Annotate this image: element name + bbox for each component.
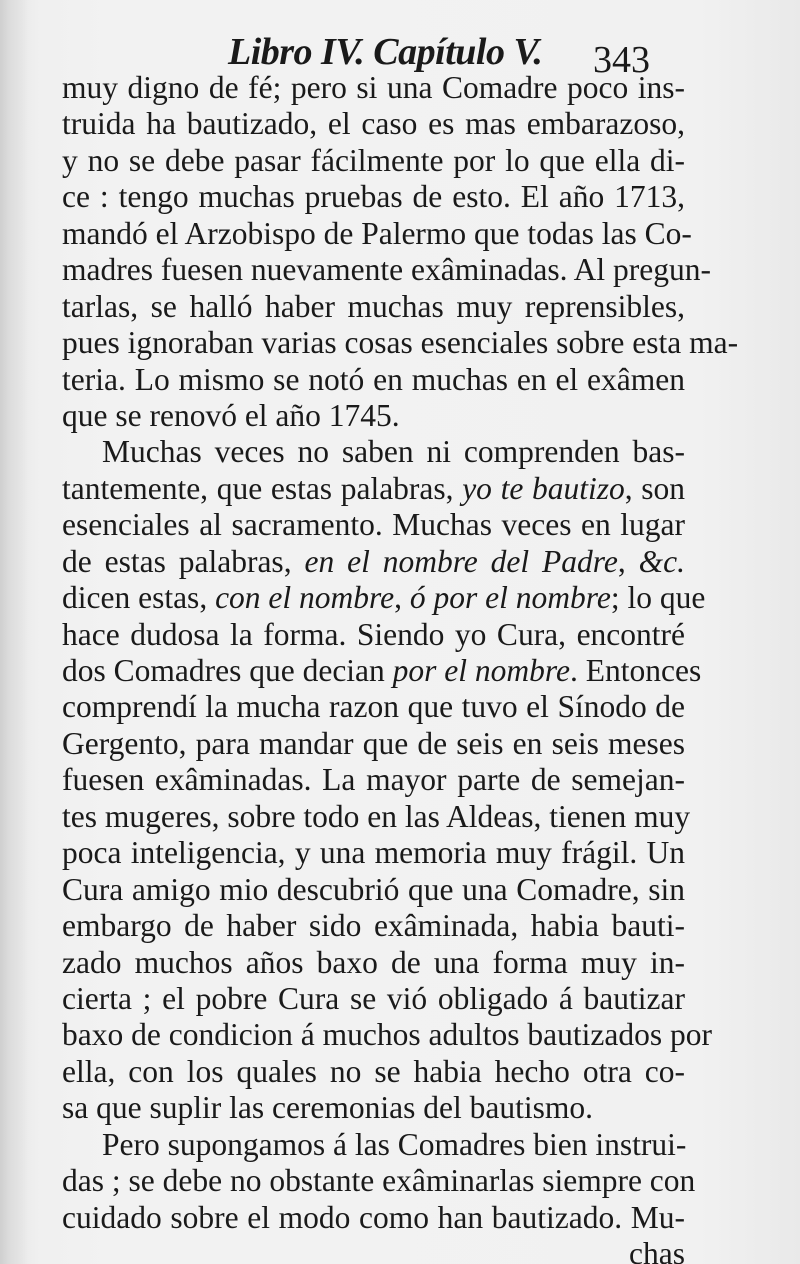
running-title: Libro IV. Capítulo V. [228,31,543,73]
text-line [62,653,702,689]
text-segment: , [617,543,639,579]
text-line [62,1090,685,1126]
text-line [62,106,685,142]
body-text [62,70,739,1264]
text-line [62,908,685,944]
text-line [62,471,685,507]
text-segment: ; lo que [610,580,706,616]
text-segment: hace dudosa la forma. Siendo yo Cura, encontré [62,616,685,652]
text-segment: truida ha bautizado, el caso es mas embarazoso, [62,106,685,142]
text-line [62,507,685,543]
text-line [62,362,685,398]
italic-phrase: en el nombre del Padre [304,543,618,579]
italic-phrase: &c. [638,543,686,579]
text-segment: ce : tengo muchas pruebas de esto. El año 1713, [62,179,685,215]
text-segment: Muchas veces no saben ni comprenden bas- [102,434,685,470]
italic-phrase: por el nombre [392,653,570,688]
text-segment: cuidado sobre el modo como han bautizado. Mu- [62,1199,685,1235]
text-line [62,252,712,288]
text-segment: , son [624,470,685,506]
text-segment: dicen estas, [62,580,216,616]
text-segment: . Entonces [569,653,702,688]
text-segment: das ; se debe no obstante exâminarlas siempre con [62,1163,696,1199]
text-line [62,544,685,580]
text-line [62,689,685,725]
text-line [62,434,685,470]
text-segment: que se renovó el año 1745. [62,397,400,433]
text-line [62,872,685,908]
italic-phrase: yo te bautizo [462,470,625,506]
text-segment: madres fuesen nuevamente exâminadas. Al pregun- [62,252,712,288]
text-line [62,70,685,106]
text-segment: Gergento, para mandar que de seis en seis meses [62,725,685,761]
text-line [62,215,692,252]
gutter-shadow [0,0,28,1264]
text-segment: tes mugeres, sobre todo en las Aldeas, tienen muy [62,798,691,834]
text-segment: fuesen exâminadas. La mayor parte de semejan- [62,762,685,798]
text-segment: cierta ; el pobre Cura se vió obligado á bautizar [62,980,685,1016]
text-segment: Cura amigo mio descubrió que una Comadre, sin [62,871,685,907]
text-segment: pues ignoraban varias cosas esenciales sobre esta ma- [62,325,739,361]
catchword: chas [629,1236,685,1264]
text-segment: teria. Lo mismo se notó en muchas en el exâmen [62,361,685,397]
text-line [62,325,739,361]
italic-phrase: con el nombre [215,580,395,616]
text-segment: ella, con los quales no se habia hecho otra co- [62,1053,685,1089]
text-segment: tantemente, que estas palabras, [62,470,463,506]
page-number: 343 [593,39,650,81]
text-line [62,835,685,871]
text-line [62,1017,712,1053]
text-line [62,726,685,762]
text-line [62,617,685,653]
text-line [62,945,685,981]
text-segment: de estas palabras, [62,543,305,579]
text-line [62,143,685,179]
text-line [62,981,685,1017]
text-segment: embargo de haber sido exâminada, habia bauti- [62,908,685,944]
text-line [62,398,685,434]
text-segment: poca inteligencia, y una memoria muy frágil. Un [62,835,685,871]
text-line [62,1200,685,1236]
text-segment: , [394,580,410,616]
text-segment: Pero supongamos á las Comadres bien instrui- [102,1126,687,1162]
text-line [62,580,706,616]
text-segment: sa que suplir las ceremonias del bautismo. [62,1090,593,1126]
text-segment: esenciales al sacramento. Muchas veces en lugar [62,507,685,543]
text-line [62,289,685,325]
text-line [62,798,691,835]
text-line [62,762,685,798]
text-line [62,1054,685,1090]
text-line [62,179,685,215]
text-segment: mandó el Arzobispo de Palermo que todas las Co- [62,215,692,251]
text-line [62,1163,696,1199]
text-segment: dos Comadres que decian [62,653,393,688]
italic-phrase: ó por el nombre [409,580,611,616]
text-segment: zado muchos años baxo de una forma muy in- [62,944,685,980]
text-segment: baxo de condicion á muchos adultos bautizados por [62,1017,712,1053]
text-line [62,1127,685,1163]
text-segment: tarlas, se halló haber muchas muy reprensibles, [62,288,685,324]
text-segment: comprendí la mucha razon que tuvo el Sínodo de [62,689,685,725]
text-segment: y no se debe pasar fácilmente por lo que ella di- [62,142,685,178]
text-segment: muy digno de fé; pero si una Comadre poco ins- [62,70,685,105]
